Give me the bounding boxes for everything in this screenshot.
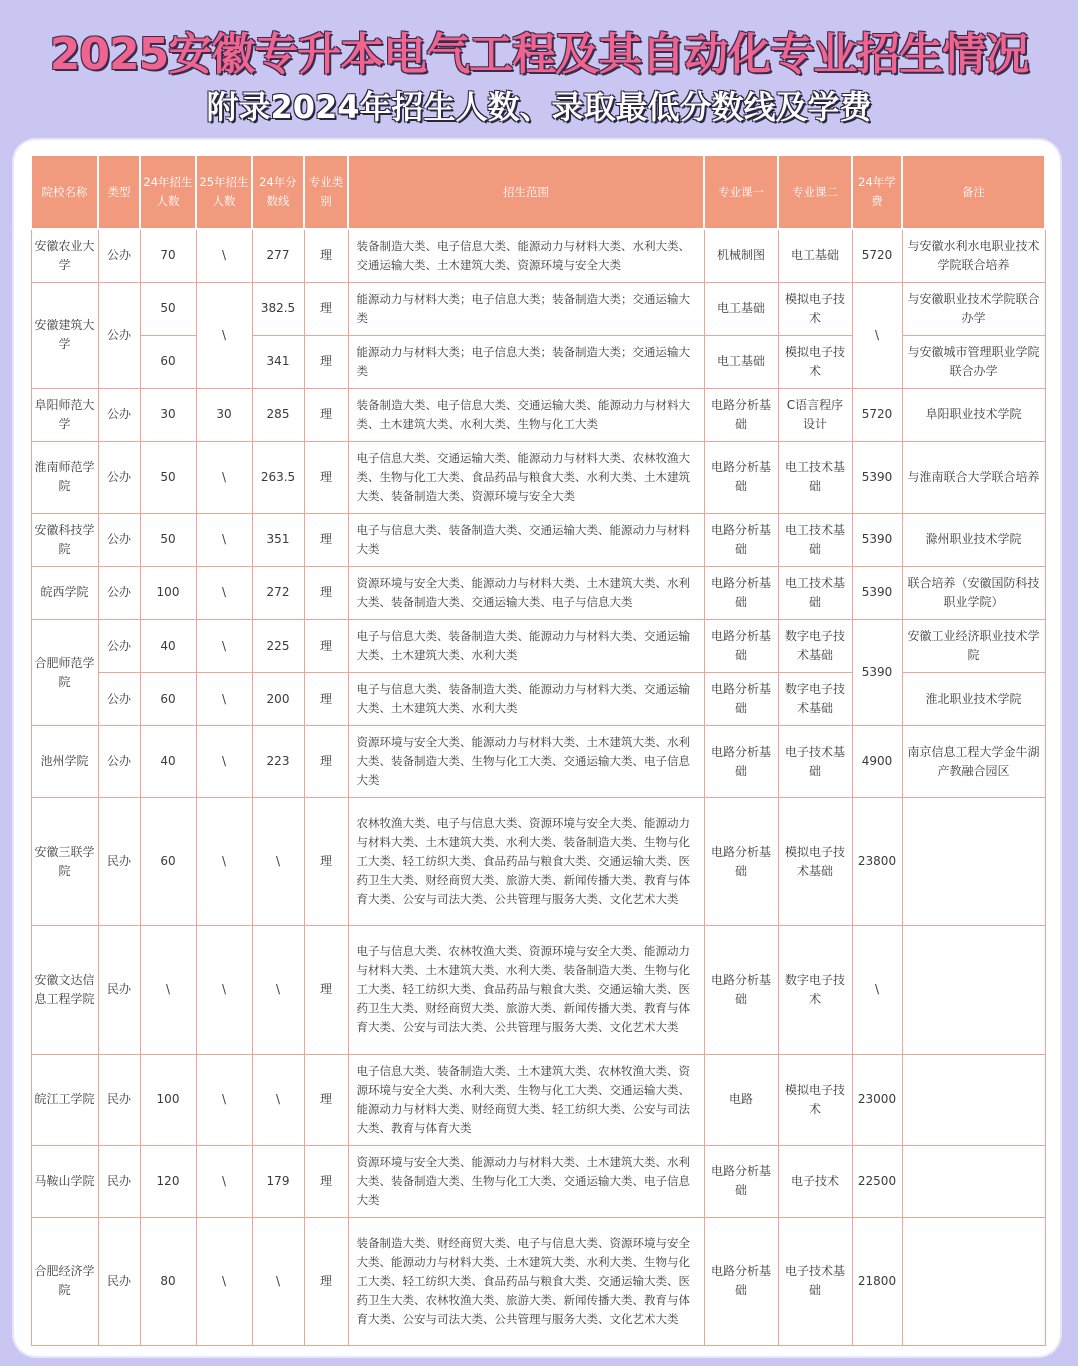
school-name: 安徽农业大学 [31, 229, 98, 282]
tuition-24: 5390 [852, 513, 902, 566]
major-category: 理 [304, 798, 348, 926]
course-2: C语言程序设计 [778, 388, 852, 441]
enroll-25: \ [196, 1217, 252, 1345]
school-name: 安徽三联学院 [31, 798, 98, 926]
course-1: 电路分析基础 [704, 441, 778, 513]
enroll-scope: 电子信息大类、交通运输大类、能源动力与材料大类、农林牧渔大类、生物与化工大类、食品药品与粮食大类、水利大类、土木建筑大类、装备制造大类、资源环境与安全大类 [348, 441, 704, 513]
remark [902, 1054, 1045, 1145]
enroll-25: \ [196, 566, 252, 619]
school-type: 公办 [98, 282, 140, 388]
enroll-24: 60 [140, 798, 196, 926]
major-category: 理 [304, 1217, 348, 1345]
enroll-scope: 装备制造大类、财经商贸大类、电子与信息大类、资源环境与安全大类、能源动力与材料大类、土木建筑大类、水利大类、生物与化工大类、轻工纺织大类、食品药品与粮食大类、交通运输大类、医药卫生大类、农林牧渔大类、旅游大类、新闻传播大类、教育与体育大类、公安与司法大类、公共管理与服务大类、文化艺术大类 [348, 1217, 704, 1345]
enroll-24: 60 [140, 335, 196, 388]
remark [902, 798, 1045, 926]
course-1: 电路分析基础 [704, 1217, 778, 1345]
remark: 联合培养（安徽国防科技职业学院） [902, 566, 1045, 619]
tuition-24: 5390 [852, 566, 902, 619]
course-1: 电路分析基础 [704, 619, 778, 672]
tuition-24: 5720 [852, 388, 902, 441]
course-1: 电路分析基础 [704, 566, 778, 619]
school-name: 安徽建筑大学 [31, 282, 98, 388]
table-row [31, 798, 1045, 926]
score-24: 285 [252, 388, 304, 441]
enroll-24: 50 [140, 513, 196, 566]
enroll-scope: 电子与信息大类、装备制造大类、能源动力与材料大类、交通运输大类、土木建筑大类、水利大类 [348, 619, 704, 672]
column-header: 备注 [902, 155, 1045, 229]
remark: 与安徽水利水电职业技术学院联合培养 [902, 229, 1045, 282]
table-header-row [31, 155, 1045, 229]
page-title: 2025安徽专升本电气工程及其自动化专业招生情况 [49, 29, 1029, 80]
course-2: 电工技术基础 [778, 513, 852, 566]
enroll-scope: 资源环境与安全大类、能源动力与材料大类、土木建筑大类、水利大类、装备制造大类、生物与化工大类、交通运输大类、电子信息大类 [348, 726, 704, 798]
score-24: 351 [252, 513, 304, 566]
enroll-scope: 资源环境与安全大类、能源动力与材料大类、土木建筑大类、水利大类、装备制造大类、交通运输大类、电子与信息大类 [348, 566, 704, 619]
enroll-25: \ [196, 926, 252, 1054]
column-header: 类型 [98, 155, 140, 229]
course-2: 电子技术基础 [778, 1217, 852, 1345]
tuition-24: 5390 [852, 619, 902, 725]
column-header: 院校名称 [31, 155, 98, 229]
course-2: 电子技术基础 [778, 726, 852, 798]
school-name: 皖江工学院 [31, 1054, 98, 1145]
admissions-table [30, 154, 1046, 1346]
enroll-scope: 能源动力与材料大类；电子信息大类；装备制造大类；交通运输大类 [348, 335, 704, 388]
major-category: 理 [304, 229, 348, 282]
school-type: 公办 [98, 673, 140, 726]
score-24: \ [252, 1217, 304, 1345]
table-row [31, 229, 1045, 282]
course-2: 数字电子技术 [778, 926, 852, 1054]
course-2: 数字电子技术基础 [778, 619, 852, 672]
course-2: 模拟电子技术 [778, 282, 852, 335]
course-1: 电路分析基础 [704, 513, 778, 566]
major-category: 理 [304, 619, 348, 672]
score-24: 341 [252, 335, 304, 388]
score-24: 277 [252, 229, 304, 282]
enroll-scope: 资源环境与安全大类、能源动力与材料大类、土木建筑大类、水利大类、装备制造大类、生物与化工大类、交通运输大类、电子信息大类 [348, 1145, 704, 1217]
enroll-24: 40 [140, 726, 196, 798]
enroll-25: \ [196, 798, 252, 926]
enroll-24: 70 [140, 229, 196, 282]
enroll-24: 120 [140, 1145, 196, 1217]
score-24: 223 [252, 726, 304, 798]
school-type: 公办 [98, 441, 140, 513]
score-24: 179 [252, 1145, 304, 1217]
course-1: 电工基础 [704, 282, 778, 335]
enroll-scope: 电子与信息大类、农林牧渔大类、资源环境与安全大类、能源动力与材料大类、土木建筑大类、水利大类、装备制造大类、生物与化工大类、轻工纺织大类、食品药品与粮食大类、交通运输大类、医药卫生大类、财经商贸大类、旅游大类、新闻传播大类、教育与体育大类、公安与司法大类、公共管理与服务大类、文化艺术大类 [348, 926, 704, 1054]
enroll-24: 80 [140, 1217, 196, 1345]
score-24: 263.5 [252, 441, 304, 513]
school-type: 公办 [98, 726, 140, 798]
course-2: 数字电子技术基础 [778, 673, 852, 726]
remark [902, 1145, 1045, 1217]
enroll-scope: 电子与信息大类、装备制造大类、交通运输大类、能源动力与材料大类 [348, 513, 704, 566]
enroll-24: 40 [140, 619, 196, 672]
table-row [31, 1054, 1045, 1145]
column-header: 专业课二 [778, 155, 852, 229]
school-type: 公办 [98, 388, 140, 441]
school-name: 皖西学院 [31, 566, 98, 619]
enroll-24: 100 [140, 566, 196, 619]
remark: 滁州职业技术学院 [902, 513, 1045, 566]
enroll-25: \ [196, 726, 252, 798]
enroll-25: 30 [196, 388, 252, 441]
school-name: 安徽文达信息工程学院 [31, 926, 98, 1054]
course-1: 电路分析基础 [704, 726, 778, 798]
column-header: 专业类别 [304, 155, 348, 229]
school-name: 安徽科技学院 [31, 513, 98, 566]
enroll-scope: 装备制造大类、电子信息大类、交通运输大类、能源动力与材料大类、土木建筑大类、水利大类、生物与化工大类 [348, 388, 704, 441]
enroll-24: 60 [140, 673, 196, 726]
column-header: 24年分数线 [252, 155, 304, 229]
column-header: 24年招生人数 [140, 155, 196, 229]
course-2: 模拟电子技术 [778, 335, 852, 388]
tuition-24: 4900 [852, 726, 902, 798]
school-name: 淮南师范学院 [31, 441, 98, 513]
score-24: 382.5 [252, 282, 304, 335]
column-header: 24年学费 [852, 155, 902, 229]
score-24: 200 [252, 673, 304, 726]
school-name: 阜阳师范大学 [31, 388, 98, 441]
course-2: 模拟电子技术 [778, 1054, 852, 1145]
school-name: 马鞍山学院 [31, 1145, 98, 1217]
table-row [31, 441, 1045, 513]
column-header: 25年招生人数 [196, 155, 252, 229]
table-row [31, 1145, 1045, 1217]
table-row [31, 926, 1045, 1054]
major-category: 理 [304, 282, 348, 335]
school-type: 公办 [98, 513, 140, 566]
table-row [31, 282, 1045, 335]
score-24: 272 [252, 566, 304, 619]
tuition-24: 21800 [852, 1217, 902, 1345]
table-row [31, 388, 1045, 441]
tuition-24: 23000 [852, 1054, 902, 1145]
remark: 与安徽城市管理职业学院联合办学 [902, 335, 1045, 388]
enroll-25: \ [196, 229, 252, 282]
table-row [31, 566, 1045, 619]
school-type: 民办 [98, 926, 140, 1054]
course-1: 电路分析基础 [704, 798, 778, 926]
course-1: 电路分析基础 [704, 673, 778, 726]
score-24: \ [252, 1054, 304, 1145]
major-category: 理 [304, 513, 348, 566]
enroll-24: 50 [140, 282, 196, 335]
remark: 与淮南联合大学联合培养 [902, 441, 1045, 513]
school-type: 民办 [98, 1145, 140, 1217]
remark: 淮北职业技术学院 [902, 673, 1045, 726]
enroll-scope: 农林牧渔大类、电子与信息大类、资源环境与安全大类、能源动力与材料大类、土木建筑大类、水利大类、装备制造大类、生物与化工大类、轻工纺织大类、食品药品与粮食大类、交通运输大类、医药卫生大类、财经商贸大类、旅游大类、新闻传播大类、教育与体育大类、公安与司法大类、公共管理与服务大类、文化艺术大类 [348, 798, 704, 926]
enroll-25: \ [196, 513, 252, 566]
remark [902, 1217, 1045, 1345]
course-2: 电子技术 [778, 1145, 852, 1217]
course-2: 电工技术基础 [778, 566, 852, 619]
major-category: 理 [304, 388, 348, 441]
score-24: 225 [252, 619, 304, 672]
school-name: 合肥师范学院 [31, 619, 98, 725]
enroll-scope: 装备制造大类、电子信息大类、能源动力与材料大类、水利大类、交通运输大类、土木建筑大类、资源环境与安全大类 [348, 229, 704, 282]
table-row [31, 513, 1045, 566]
enroll-25: \ [196, 282, 252, 388]
course-2: 模拟电子技术基础 [778, 798, 852, 926]
score-24: \ [252, 798, 304, 926]
major-category: 理 [304, 566, 348, 619]
enroll-24: 50 [140, 441, 196, 513]
course-2: 电工技术基础 [778, 441, 852, 513]
enroll-24: 30 [140, 388, 196, 441]
enroll-25: \ [196, 619, 252, 672]
tuition-24: 23800 [852, 798, 902, 926]
table-row [31, 726, 1045, 798]
school-type: 民办 [98, 1054, 140, 1145]
school-type: 民办 [98, 798, 140, 926]
tuition-24: \ [852, 926, 902, 1054]
course-1: 电路分析基础 [704, 926, 778, 1054]
enroll-scope: 电子与信息大类、装备制造大类、能源动力与材料大类、交通运输大类、土木建筑大类、水利大类 [348, 673, 704, 726]
enroll-25: \ [196, 1145, 252, 1217]
course-2: 电工基础 [778, 229, 852, 282]
remark: 与安徽职业技术学院联合办学 [902, 282, 1045, 335]
school-type: 公办 [98, 619, 140, 672]
major-category: 理 [304, 335, 348, 388]
major-category: 理 [304, 726, 348, 798]
school-name: 池州学院 [31, 726, 98, 798]
column-header: 招生范围 [348, 155, 704, 229]
major-category: 理 [304, 673, 348, 726]
enroll-scope: 电子信息大类、装备制造大类、土木建筑大类、农林牧渔大类、资源环境与安全大类、水利大类、生物与化工大类、交通运输大类、能源动力与材料大类、财经商贸大类、轻工纺织大类、公安与司法大类、教育与体育大类 [348, 1054, 704, 1145]
course-1: 电路分析基础 [704, 1145, 778, 1217]
major-category: 理 [304, 1145, 348, 1217]
page-subtitle: 附录2024年招生人数、录取最低分数线及学费 [206, 88, 872, 126]
enroll-24: \ [140, 926, 196, 1054]
school-name: 合肥经济学院 [31, 1217, 98, 1345]
major-category: 理 [304, 926, 348, 1054]
table-row [31, 1217, 1045, 1345]
enroll-25: \ [196, 673, 252, 726]
remark: 南京信息工程大学金牛湖产教融合园区 [902, 726, 1045, 798]
tuition-24: 5390 [852, 441, 902, 513]
table-row [31, 619, 1045, 672]
enroll-25: \ [196, 1054, 252, 1145]
remark: 安徽工业经济职业技术学院 [902, 619, 1045, 672]
tuition-24: \ [852, 282, 902, 388]
enroll-24: 100 [140, 1054, 196, 1145]
school-type: 公办 [98, 566, 140, 619]
enroll-25: \ [196, 441, 252, 513]
course-1: 电工基础 [704, 335, 778, 388]
school-type: 公办 [98, 229, 140, 282]
major-category: 理 [304, 1054, 348, 1145]
school-type: 民办 [98, 1217, 140, 1345]
column-header: 专业课一 [704, 155, 778, 229]
remark [902, 926, 1045, 1054]
remark: 阜阳职业技术学院 [902, 388, 1045, 441]
course-1: 电路分析基础 [704, 388, 778, 441]
course-1: 机械制图 [704, 229, 778, 282]
table-card [14, 140, 1060, 1356]
tuition-24: 5720 [852, 229, 902, 282]
score-24: \ [252, 926, 304, 1054]
major-category: 理 [304, 441, 348, 513]
tuition-24: 22500 [852, 1145, 902, 1217]
enroll-scope: 能源动力与材料大类；电子信息大类；装备制造大类；交通运输大类 [348, 282, 704, 335]
course-1: 电路 [704, 1054, 778, 1145]
